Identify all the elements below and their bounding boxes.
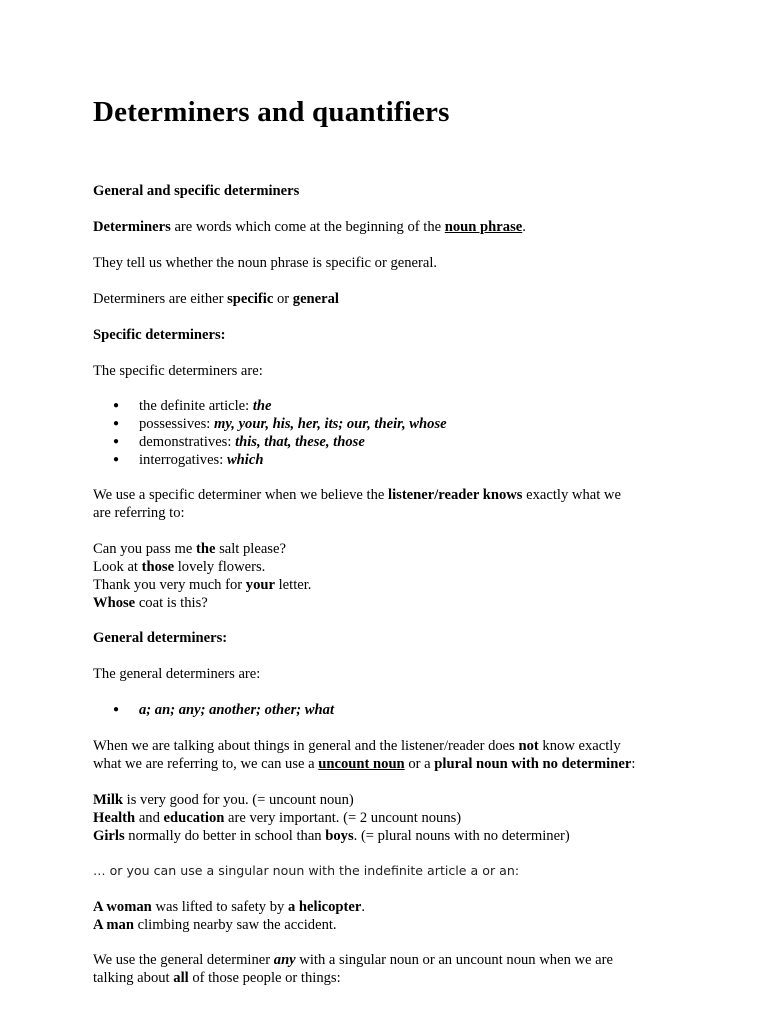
either-text: Determiners are either (93, 291, 228, 307)
example-girls (93, 827, 570, 845)
example-mid: and (135, 810, 164, 826)
example-line (93, 576, 311, 594)
any2-bold: all (173, 970, 189, 986)
example-line (93, 558, 265, 576)
use-text-end: exactly what we (522, 487, 621, 503)
example-bold: A man (93, 917, 134, 933)
example-pre: Look at (93, 559, 142, 575)
item-words: my, your, his, her, its; our, their, whose (214, 416, 447, 432)
when2-end: : (631, 756, 636, 772)
list-item (93, 701, 334, 719)
example-health (93, 809, 461, 827)
example-line (93, 594, 208, 612)
item-label: demonstratives: (139, 434, 236, 450)
specific-intro: The specific determiners are: (93, 363, 263, 379)
example-mid: normally do better in school than (124, 828, 326, 844)
general-any-line2 (93, 969, 341, 987)
example-post: coat is this? (135, 595, 208, 611)
or-line: … or you can use a singular noun with the indefinite article a or an: (93, 863, 520, 878)
specific-use-line2: are referring to: (93, 505, 185, 521)
bullet-icon: ● (113, 400, 120, 411)
example-rest: climbing nearby saw the accident. (133, 917, 337, 933)
general-when-line1 (93, 737, 621, 755)
example-bold: A woman (93, 899, 152, 915)
page-title: Determiners and quantifiers (93, 96, 450, 128)
word-specific: specific (227, 291, 274, 307)
example-line (93, 540, 286, 558)
use-text: We use a specific determiner when we believe the (93, 487, 389, 503)
paragraph-definition (93, 218, 526, 236)
general-determiners-list (93, 701, 334, 719)
use-bold: listener/reader knows (388, 487, 523, 503)
example-rest: . (361, 899, 365, 915)
any-text: We use the general determiner (93, 952, 274, 968)
specific-use-line1 (93, 486, 621, 504)
example-bold: the (195, 541, 216, 557)
term-determiners: Determiners (93, 219, 171, 235)
any2-text-end: of those people or things: (188, 970, 341, 986)
item-words: which (226, 452, 264, 468)
bullet-icon: ● (113, 454, 120, 465)
word-general: general (292, 291, 339, 307)
paragraph-specific-or-general: They tell us whether the noun phrase is specific or general. (93, 255, 438, 271)
item-label: interrogatives: (139, 452, 227, 468)
item-words: a; an; any; another; other; what (139, 702, 335, 718)
example-milk (93, 791, 354, 809)
item-words: the (252, 398, 272, 414)
example-post: lovely flowers. (174, 559, 266, 575)
item-words: this, that, these, those (235, 434, 365, 450)
section-heading-general-specific: General and specific determiners (93, 183, 300, 199)
list-item (93, 451, 447, 469)
any-bold: any (273, 952, 296, 968)
section-heading-general: General determiners: (93, 630, 228, 646)
definition-end: . (522, 219, 526, 235)
item-label: the definite article: (139, 398, 253, 414)
any-text-end: with a singular noun or an uncount noun when we are (295, 952, 613, 968)
general-when-line2 (93, 755, 635, 773)
example-bold: your (245, 577, 275, 593)
example-bold: Whose (93, 595, 136, 611)
either-or: or (273, 291, 293, 307)
list-item (93, 433, 447, 451)
bullet-icon: ● (113, 704, 120, 715)
example-rest: . (= plural nouns with no determiner) (353, 828, 570, 844)
paragraph-either (93, 290, 339, 308)
example-bold: education (163, 810, 225, 826)
example-man (93, 916, 337, 934)
noun-phrase-link[interactable]: noun phrase (444, 219, 523, 235)
when2-mid: or a (404, 756, 435, 772)
example-bold: a helicopter (287, 899, 362, 915)
example-rest: is very good for you. (= uncount noun) (123, 792, 354, 808)
example-post: salt please? (215, 541, 286, 557)
section-heading-specific: Specific determiners: (93, 327, 226, 343)
when2-bold: plural noun with no determiner (434, 756, 632, 772)
list-item (93, 415, 447, 433)
specific-determiners-list (93, 397, 447, 469)
example-bold: Girls (93, 828, 125, 844)
when2-text: what we are referring to, we can use a (93, 756, 319, 772)
item-label: possessives: (139, 416, 214, 432)
example-bold: Milk (93, 792, 123, 808)
when-bold: not (518, 738, 539, 754)
example-pre: Can you pass me (93, 541, 196, 557)
uncount-noun-link[interactable]: uncount noun (318, 756, 405, 772)
bullet-icon: ● (113, 436, 120, 447)
example-bold: boys (325, 828, 354, 844)
example-woman (93, 898, 365, 916)
when-text-end: know exactly (538, 738, 621, 754)
example-mid: was lifted to safety by (151, 899, 288, 915)
example-post: letter. (274, 577, 312, 593)
definition-text: are words which come at the beginning of the (170, 219, 445, 235)
general-any-line1 (93, 951, 613, 969)
when-text: When we are talking about things in general and the listener/reader does (93, 738, 519, 754)
list-item (93, 397, 447, 415)
example-pre: Thank you very much for (93, 577, 246, 593)
example-rest: are very important. (= 2 uncount nouns) (224, 810, 462, 826)
example-bold: Health (93, 810, 136, 826)
general-intro: The general determiners are: (93, 666, 261, 682)
example-bold: those (141, 559, 175, 575)
bullet-icon: ● (113, 418, 120, 429)
any2-text: talking about (93, 970, 174, 986)
